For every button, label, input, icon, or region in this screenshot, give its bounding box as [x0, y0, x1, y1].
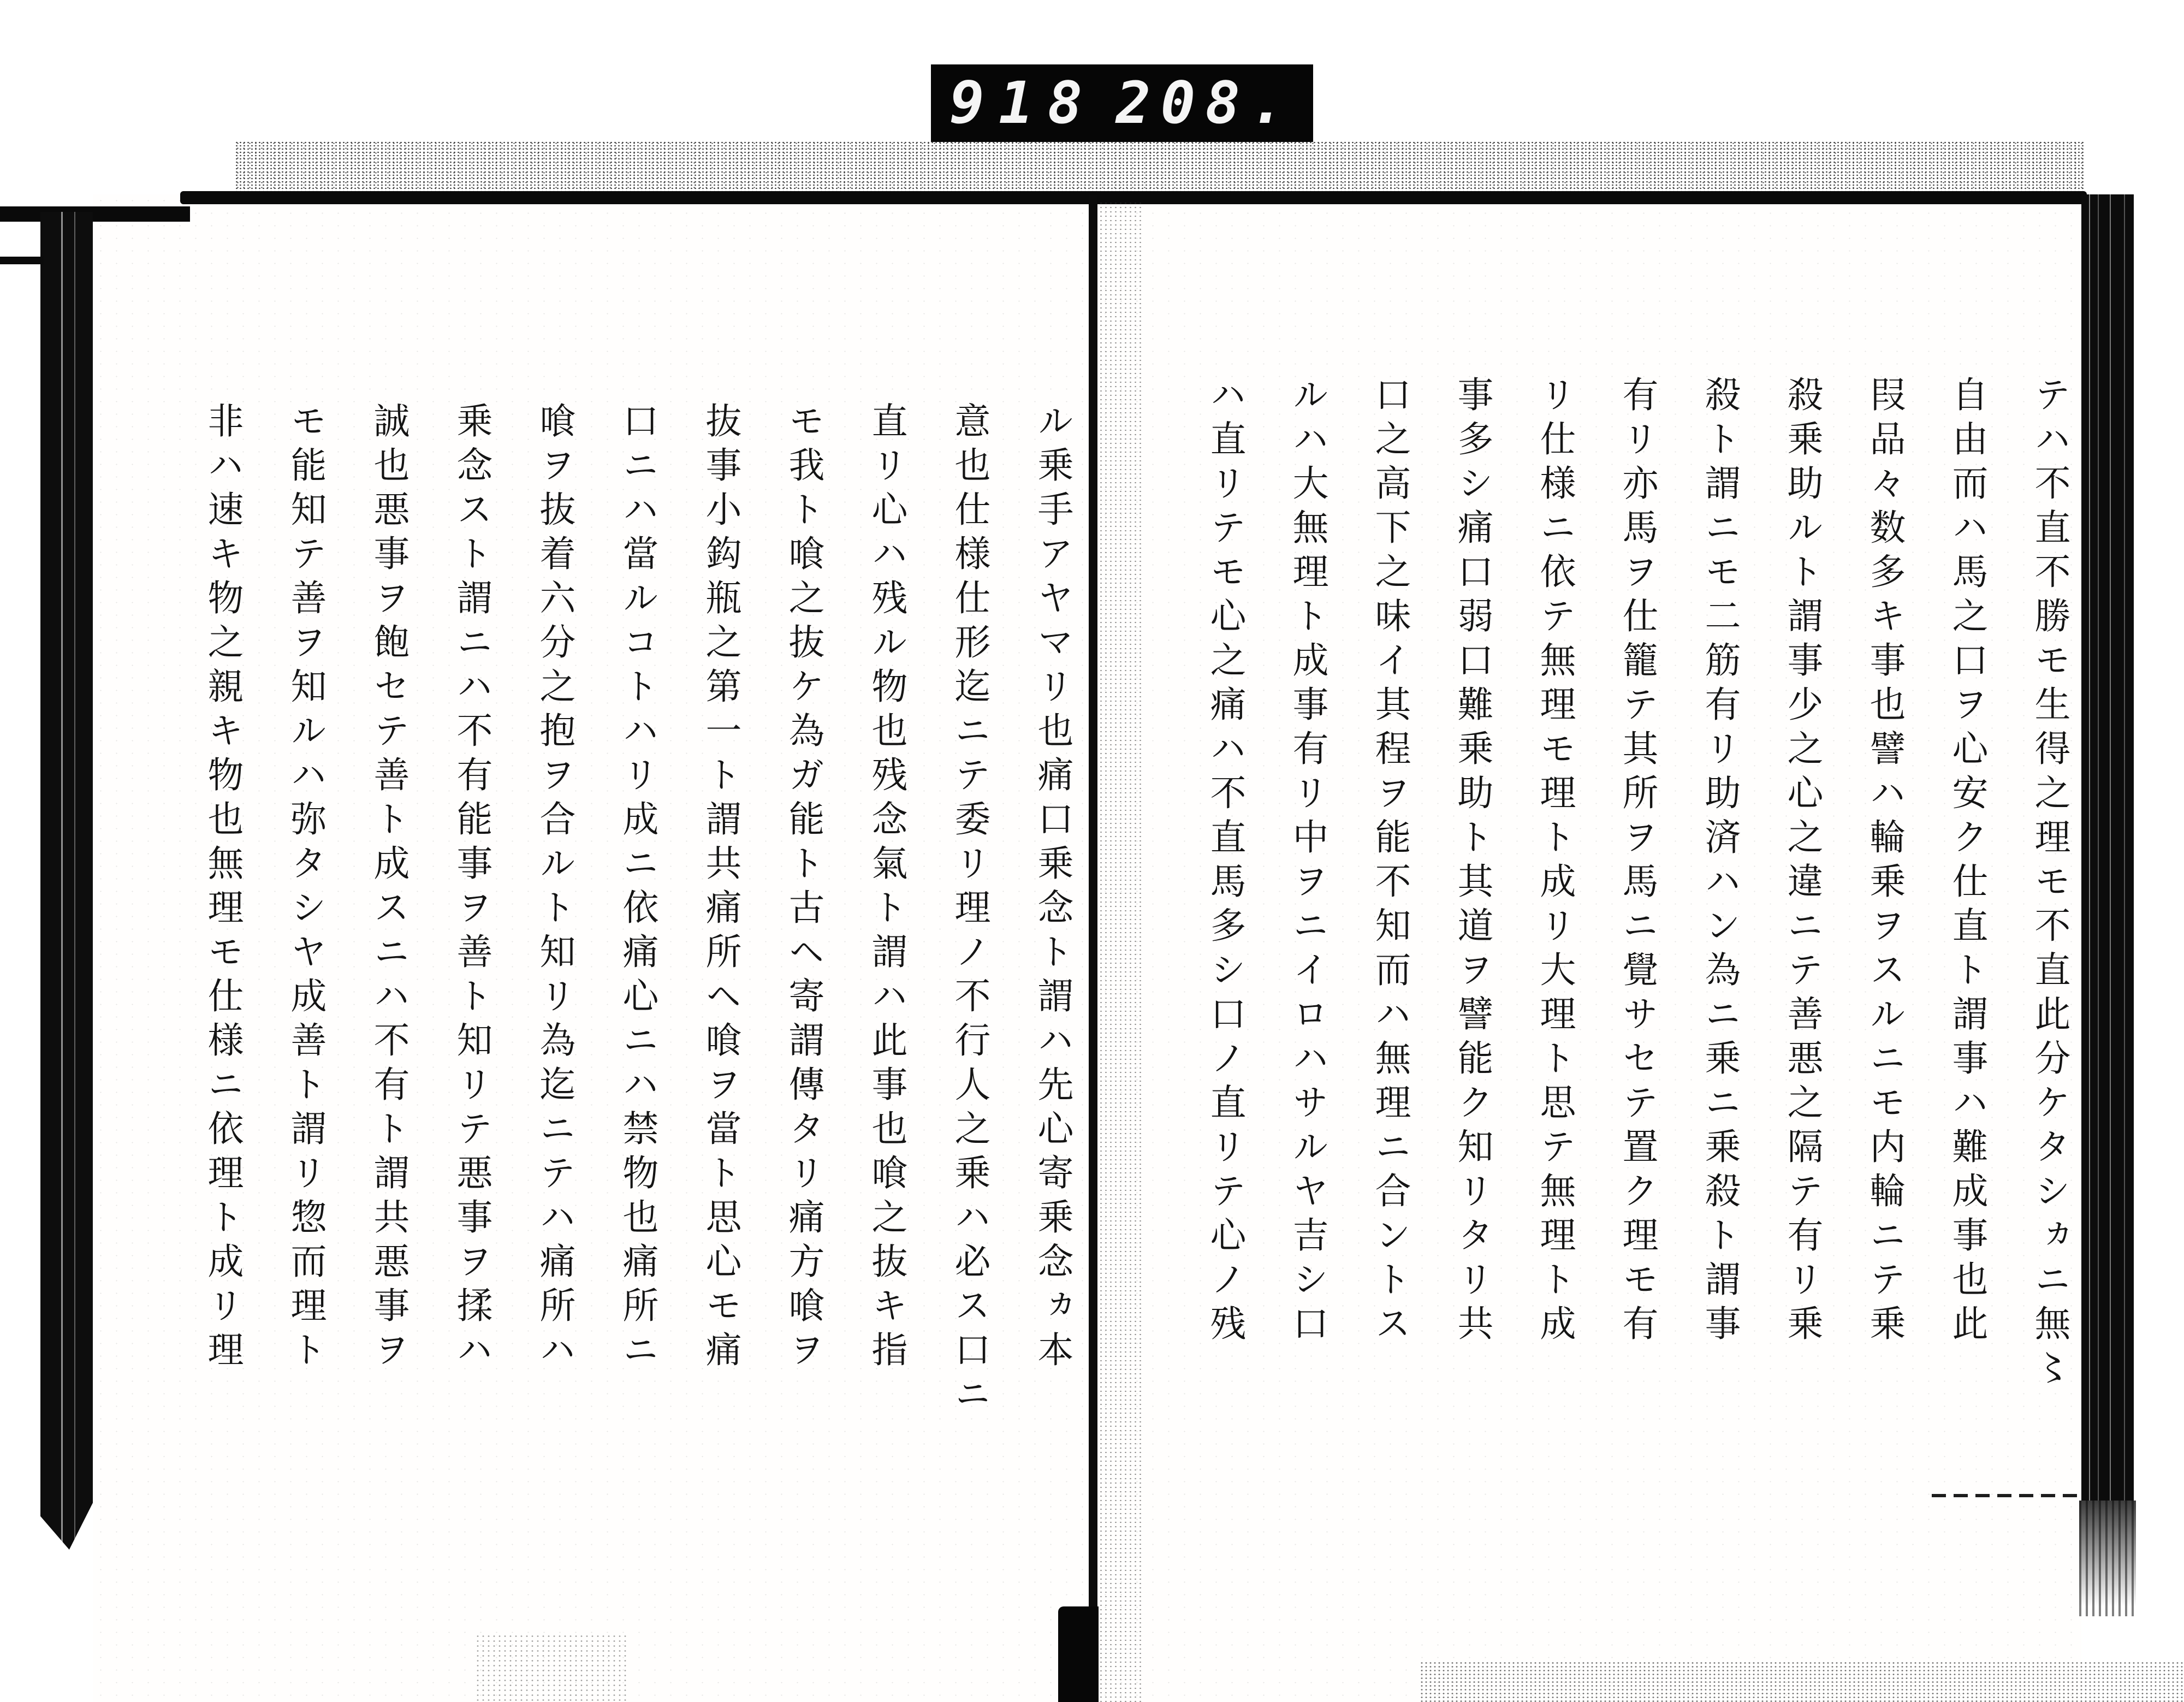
text-column: 口ニハ當ルコトハリ成ニ依痛心ニハ禁物也痛所ニ [616, 402, 658, 1375]
text-column: 有リ亦馬ヲ仕籠テ其所ヲ馬ニ覺サセテ置ク理モ有 [1616, 376, 1658, 1349]
text-column: ル乗手アヤマリ也痛口乗念ト謂ハ先心寄乗念ヵ本 [1031, 402, 1073, 1375]
bottom-center-noise [475, 1634, 628, 1702]
gutter-bottom-shadow [1058, 1606, 1099, 1702]
text-column: 口之高下之味イ其程ヲ能不知而ハ無理ニ合ントス [1369, 376, 1411, 1349]
book-top-edge-left-segment [0, 206, 190, 222]
text-column: モ我ト喰之抜ケ為ガ能ト古ヘ寄謂傳タリ痛方喰ヲ [782, 402, 824, 1375]
text-column: テハ不直不勝モ生得之理モ不直此分ケタシヵニ無〻 [2028, 376, 2070, 1393]
text-column: 喰ヲ抜着六分之抱ヲ合ルト知リ為迄ニテハ痛所ハ [533, 402, 575, 1375]
text-column: 殺ト謂ニモ二筋有リ助済ハン為ニ乗ニ乗殺ト謂事 [1699, 376, 1741, 1349]
text-column: 抜事小鈎瓶之第一ト謂共痛所ヘ喰ヲ當ト思心モ痛 [699, 402, 741, 1375]
text-column: 自由而ハ馬之口ヲ心安ク仕直ト謂事ハ難成事也此 [1946, 376, 1988, 1349]
text-column: 誠也悪事ヲ飽セテ善ト成スニハ不有ト謂共悪事ヲ [367, 402, 410, 1375]
frame-counter-right-digits: 208. [1115, 69, 1295, 137]
gutter-shadow-speckle [1099, 201, 1141, 1702]
bottom-right-noise [1420, 1661, 2184, 1702]
text-column: ハ直リテモ心之痛ハ不直馬多シ口ノ直リテ心ノ残 [1204, 376, 1246, 1349]
text-column: 乗念スト謂ニハ不有能事ヲ善ト知リテ悪事ヲ揉ハ [450, 402, 492, 1375]
text-column: 叚品々数多キ事也譬ハ輪乗ヲスルニモ内輪ニテ乗 [1863, 376, 1906, 1349]
text-column: モ能知テ善ヲ知ルハ弥タシヤ成善ト謂リ惣而理ト [284, 402, 327, 1375]
frame-counter [931, 64, 1313, 142]
frame-counter-left-digits: 918 [949, 69, 1097, 137]
book-top-edge-speckle [235, 141, 2086, 195]
left-page-stack-edge [40, 212, 93, 1550]
text-column: 非ハ速キ物之親キ物也無理モ仕様ニ依理ト成リ理 [201, 402, 244, 1375]
left-cover-line [0, 257, 44, 264]
text-column: リ仕様ニ依テ無理モ理ト成リ大理ト思テ無理ト成 [1534, 376, 1576, 1349]
right-page-stack-edge [2081, 194, 2134, 1501]
left-page-text [157, 402, 1073, 1570]
right-page-stack-edge-fade [2079, 1501, 2136, 1616]
center-gutter-line [1089, 195, 1097, 1702]
text-column: 意也仕様仕形迄ニテ委リ理ノ不行人之乗ハ必ス口ニ [948, 402, 990, 1419]
text-column: 殺乗助ルト謂事少之心之違ニテ善悪之隔テ有リ乗 [1781, 376, 1823, 1349]
text-column: 直リ心ハ残ル物也残念氣ト謂ハ此事也喰之抜キ指 [865, 402, 907, 1375]
text-column: ルハ大無理ト成事有リ中ヲニイロハサルヤ吉シ口 [1286, 376, 1328, 1349]
text-column: 事多シ痛口弱口難乗助ト其道ヲ譬能ク知リタリ共 [1451, 376, 1493, 1349]
right-page-text [1156, 376, 2070, 1544]
